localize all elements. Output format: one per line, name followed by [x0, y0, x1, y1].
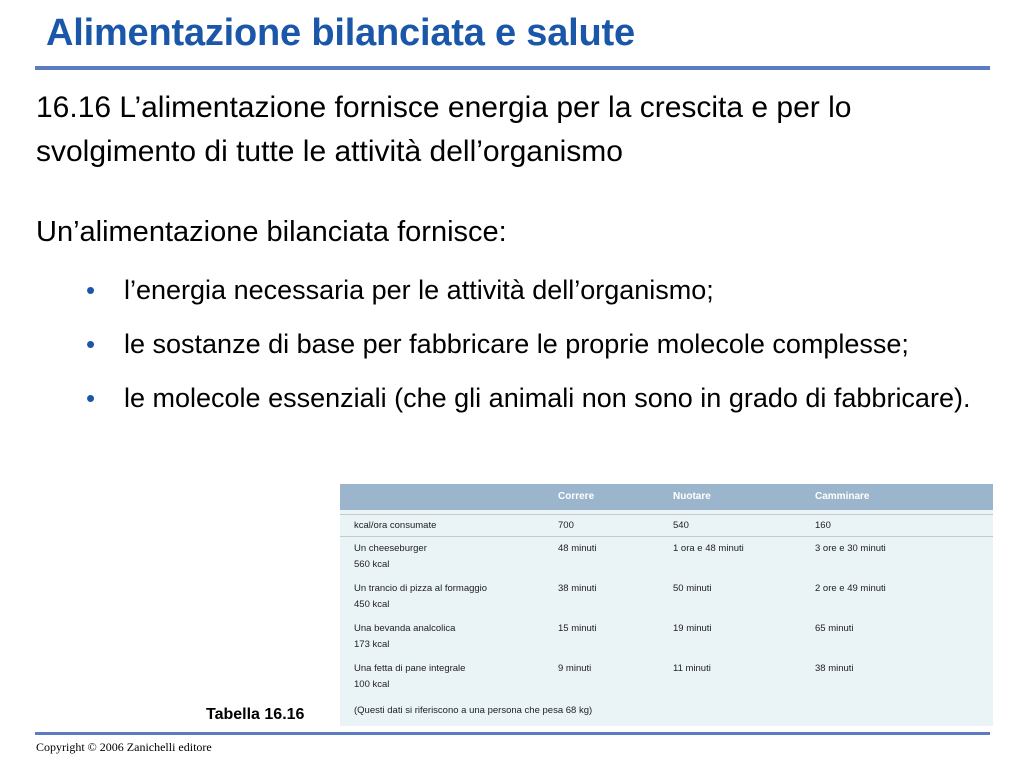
footer-divider: [35, 732, 990, 735]
copyright-text: Copyright © 2006 Zanichelli editore: [36, 740, 212, 754]
title-divider: [35, 66, 990, 70]
table-cell: 48 minuti: [558, 543, 597, 554]
bullet-text: le molecole essenziali (che gli animali non sono in grado di fabbricare).: [124, 383, 971, 413]
row-divider: [340, 536, 993, 537]
table-cell: 19 minuti: [673, 623, 712, 634]
table-cell: 1 ora e 48 minuti: [673, 543, 744, 554]
table-header: [340, 484, 993, 510]
table-cell: 38 minuti: [558, 583, 597, 594]
table-cell: 38 minuti: [815, 663, 854, 674]
row-label: Una bevanda analcolica: [354, 623, 456, 634]
row-sublabel: 560 kcal: [354, 559, 390, 570]
bullet-list: [86, 276, 986, 438]
bullet-item: [86, 330, 986, 358]
bullet-text: l’energia necessaria per le attività dell’organismo;: [124, 275, 714, 305]
bullet-icon: •: [86, 383, 96, 413]
header-nuotare: Nuotare: [673, 491, 711, 502]
row-sublabel: 173 kcal: [354, 639, 390, 650]
slide-subtitle: 16.16 L’alimentazione fornisce energia per la crescita e per lo svolgimento di tutte le attività dell’organismo: [36, 91, 852, 168]
header-correre: Correre: [558, 491, 595, 502]
table-cell: 160: [815, 520, 831, 531]
row-label: Una fetta di pane integrale: [354, 663, 466, 674]
table-cell: 15 minuti: [558, 623, 597, 634]
table-cell: 2 ore e 49 minuti: [815, 583, 886, 594]
row-sublabel: 450 kcal: [354, 599, 390, 610]
row-divider: [340, 514, 993, 515]
table-cell: 3 ore e 30 minuti: [815, 543, 886, 554]
table-cell: 9 minuti: [558, 663, 592, 674]
table-cell: 700: [558, 520, 574, 531]
bullet-item: [86, 384, 986, 412]
table-cell: 540: [673, 520, 689, 531]
bullet-item: [86, 276, 986, 304]
energy-table: [340, 484, 993, 726]
table-cell: 65 minuti: [815, 623, 854, 634]
bullet-icon: •: [86, 329, 96, 359]
intro-text: Un’alimentazione bilanciata fornisce:: [36, 216, 507, 248]
row-sublabel: 100 kcal: [354, 679, 390, 690]
bullet-text: le sostanze di base per fabbricare le proprie molecole complesse;: [124, 329, 909, 359]
row-label: kcal/ora consumate: [354, 520, 437, 531]
table-cell: 50 minuti: [673, 583, 712, 594]
row-label: Un trancio di pizza al formaggio: [354, 583, 488, 594]
slide-title: Alimentazione bilanciata e salute: [46, 12, 635, 54]
row-label: Un cheeseburger: [354, 543, 427, 554]
table-note: (Questi dati si riferiscono a una persona che pesa 68 kg): [354, 705, 593, 716]
table-cell: 11 minuti: [673, 663, 711, 674]
bullet-icon: •: [86, 275, 96, 305]
header-camminare: Camminare: [815, 491, 870, 502]
table-caption: Tabella 16.16: [206, 706, 305, 723]
